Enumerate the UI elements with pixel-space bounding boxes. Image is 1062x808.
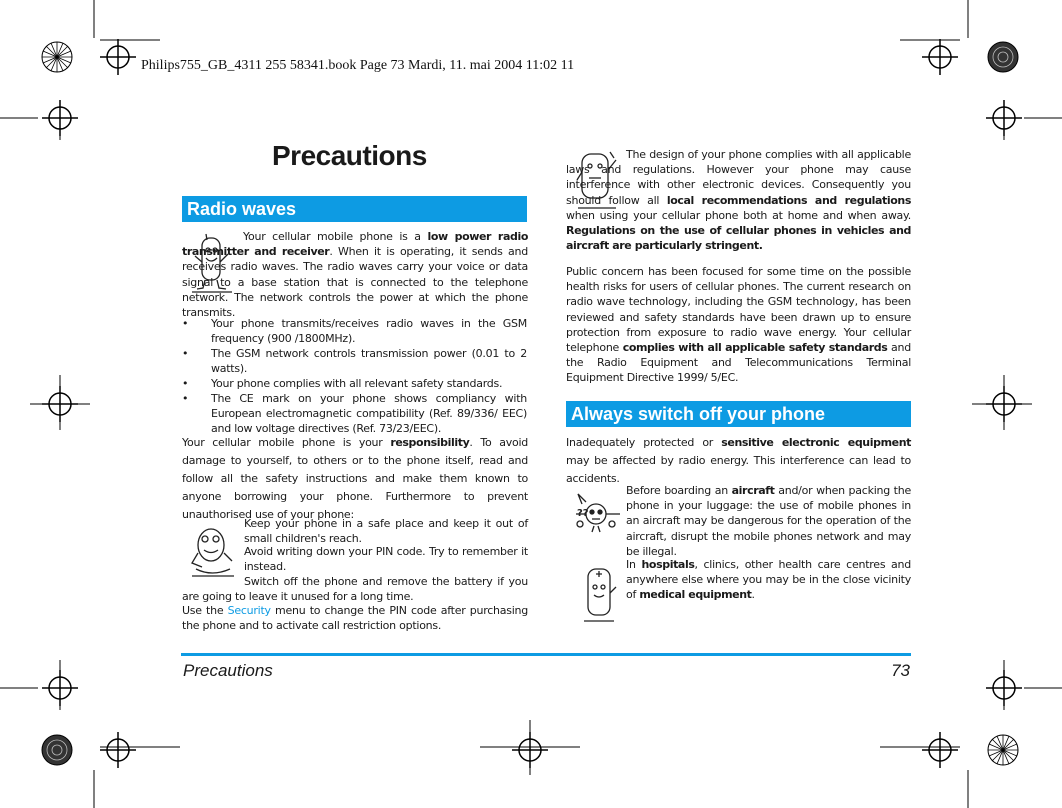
svg-text:??: ?? bbox=[577, 508, 589, 519]
phone-safe-mascot-icon bbox=[188, 519, 238, 579]
tip-pin-code: Avoid writing down your PIN code. Try to remember it instead. bbox=[244, 545, 528, 574]
list-item: • The CE mark on your phone shows compliancy with European electromagnetic compatibility (Ref. 89/336/ EEC) and low voltage directives (Ref. 73/23/EEC). bbox=[182, 392, 527, 436]
security-menu-link[interactable]: Security bbox=[227, 604, 271, 617]
phone-aircraft-mascot-icon bbox=[574, 490, 622, 534]
responsibility-paragraph: Your cellular mobile phone is your responsibility. To avoid damage to yourself, to others or to the phone itself, read and follow all the safety instructions and make them known to anyone borrowing your phone. Furthermore to prevent unauthorised use of your phone: bbox=[182, 436, 528, 521]
phone-hospital-mascot-icon bbox=[580, 563, 620, 625]
footer-section-title: Precautions bbox=[183, 661, 273, 680]
footer-rule bbox=[181, 653, 911, 656]
security-paragraph: Use the Security menu to change the PIN code after purchasing the phone and to activate call restriction options. bbox=[182, 604, 528, 633]
aircraft-paragraph: Before boarding an aircraft and/or when packing the phone in your luggage: the use of mobile phones in an aircraft may be dangerous for the operation of the aircraft, disrupt the mobile phones network and may be illegal. bbox=[626, 484, 911, 558]
tip-switch-off: Switch off the phone and remove the battery if you are going to leave it unused for a long time. bbox=[182, 575, 528, 604]
health-paragraph: Public concern has been focused for some time on the possible health risks for users of cellular phones. The current research on radio wave technology, including the GSM technology, has been reviewed and safety standards have been drawn up to ensure protection from exposure to radio wave energy. Your cellular telephone complies with all applicable safety standards and the Radio Equipment and Telecommunications Terminal Equipment Directive 1999/ 5/EC. bbox=[566, 265, 911, 385]
tip-keep-safe: Keep your phone in a safe place and keep it out of small children's reach. bbox=[244, 517, 528, 546]
section-heading-always-switch-off: Always switch off your phone bbox=[566, 401, 911, 427]
page-number: 73 bbox=[891, 661, 910, 680]
list-item: • Your phone transmits/receives radio waves in the GSM frequency (900 /1800MHz). bbox=[182, 317, 527, 346]
radio-waves-intro: Your cellular mobile phone is a low power radio transmitter and receiver. When it is operating, it sends and receives radio waves. The radio waves carry your voice or data signal to a base station that is connected to the telephone network. The network controls the power at which the phone transmits. bbox=[182, 230, 528, 320]
page-title: Precautions bbox=[272, 140, 427, 171]
sensitive-equipment-paragraph: Inadequately protected or sensitive electronic equipment may be affected by radio energy. This interference can lead to accidents. bbox=[566, 436, 911, 485]
design-paragraph: The design of your phone complies with all applicable laws and regulations. However your phone may cause interference with other electronic devices. Consequently you should follow all local recommendations and regulations when using your cellular phone both at home and when away. Regulations on the use of cellular phones in vehicles and aircraft are particularly stringent. bbox=[566, 148, 911, 253]
list-item: • The GSM network controls transmission power (0.01 to 2 watts). bbox=[182, 347, 527, 376]
section-heading-radio-waves: Radio waves bbox=[182, 196, 527, 222]
list-item: • Your phone complies with all relevant safety standards. bbox=[182, 377, 503, 390]
hospitals-paragraph: In hospitals, clinics, other health care centres and anywhere else where you may be in the close vicinity of medical equipment. bbox=[626, 558, 911, 602]
print-header: Philips755_GB_4311 255 58341.book Page 73 Mardi, 11. mai 2004 11:02 11 bbox=[141, 58, 575, 73]
